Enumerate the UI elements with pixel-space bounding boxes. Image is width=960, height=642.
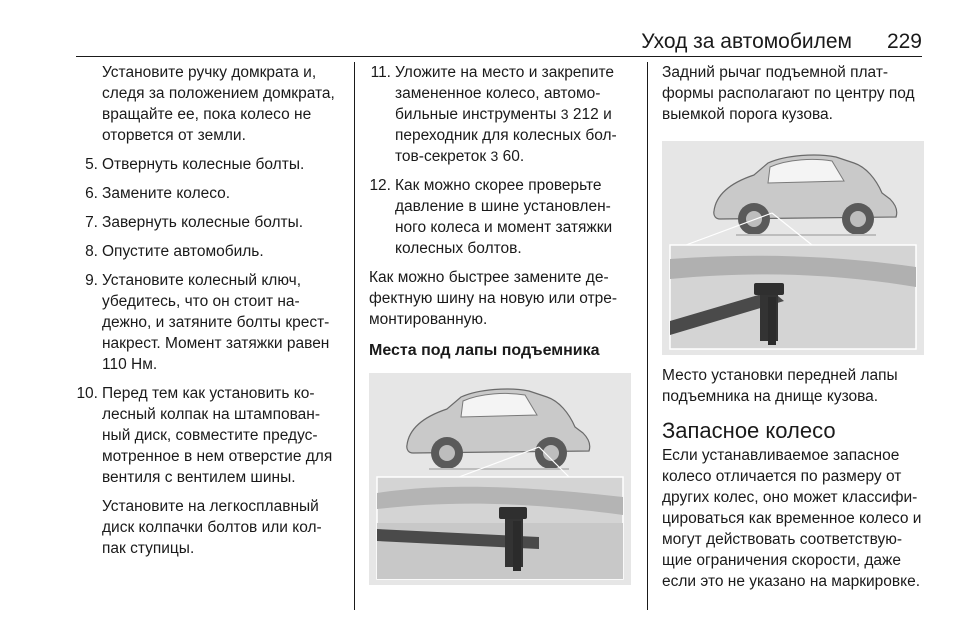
chapter-title: Уход за автомобилем	[641, 30, 852, 53]
spare-wheel-heading: Запасное колесо	[662, 418, 836, 443]
column-3	[662, 62, 924, 592]
rear-lift-point-figure	[369, 373, 631, 585]
front-lift-point-figure	[662, 141, 924, 355]
page-ref-arrow-icon: 3	[560, 106, 569, 122]
step-10: 10. Перед тем как установить ко- лесный колпак на штампован- ный диск, совместите предус- мотренное в нем отверстие для вентиля с вентилем шины.	[76, 385, 333, 486]
header-rule	[76, 56, 922, 57]
spare-wheel-paragraph: Если устанавливаемое запасное колесо отличается по размеру от других колес, оно может классифи- цироваться как временное колесо и могут действовать соответствую- щие ограничения скорости, даже если это не указано на маркировке.	[662, 447, 922, 590]
replace-tyre-paragraph: Как можно быстрее замените де- фектную шину на новую или отре- монтированную.	[369, 269, 618, 328]
front-lift-illustration	[662, 141, 924, 355]
step-5: 5. Отвернуть колесные болты.	[85, 156, 305, 173]
front-lift-caption: Место установки передней лапы подъемника на днище кузова.	[662, 367, 898, 405]
column-divider-1	[354, 62, 355, 610]
step-7: 7. Завернуть колесные болты.	[85, 214, 304, 231]
alloy-wheel-note: Установите на легкосплавный диск колпачки болтов или кол- пак ступицы.	[102, 498, 322, 557]
lift-points-heading: Места под лапы подъемника	[369, 342, 600, 359]
step-11: 11. Уложите на место и закрепите замененное колесо, автомо- бильные инструменты 3 212 и переходник для колесных бол- тов-секреток 3 60.	[370, 64, 617, 165]
step-6: 6. Замените колесо.	[85, 185, 231, 202]
step-9: 9. Установите колесный ключ, убедитесь, что он стоит на- дежно, и затяните болты крест- накрест. Момент затяжки равен 110 Нм.	[85, 272, 330, 373]
page-ref-60[interactable]: 60.	[502, 148, 525, 165]
column-divider-2	[647, 62, 648, 610]
page-header	[0, 30, 960, 60]
column-2	[369, 62, 633, 585]
page-ref-212[interactable]: 212	[572, 106, 599, 123]
page-number: 229	[886, 30, 922, 53]
step-12: 12. Как можно скорее проверьте давление в шине установлен- ного колеса и момент затяжки колесных болтов.	[369, 177, 613, 257]
rear-arm-paragraph: Задний рычаг подъемной плат- формы располагают по центру под выемкой порога кузова.	[662, 64, 915, 123]
column-1	[76, 62, 342, 559]
page-ref-arrow-icon: 3	[490, 148, 499, 164]
jack-instruction: Установите ручку домкрата и, следя за положением домкрата, вращайте ее, пока колесо не оторвется от земли.	[102, 64, 335, 144]
step-8: 8. Опустите автомобиль.	[85, 243, 264, 260]
rear-lift-illustration	[369, 373, 631, 585]
